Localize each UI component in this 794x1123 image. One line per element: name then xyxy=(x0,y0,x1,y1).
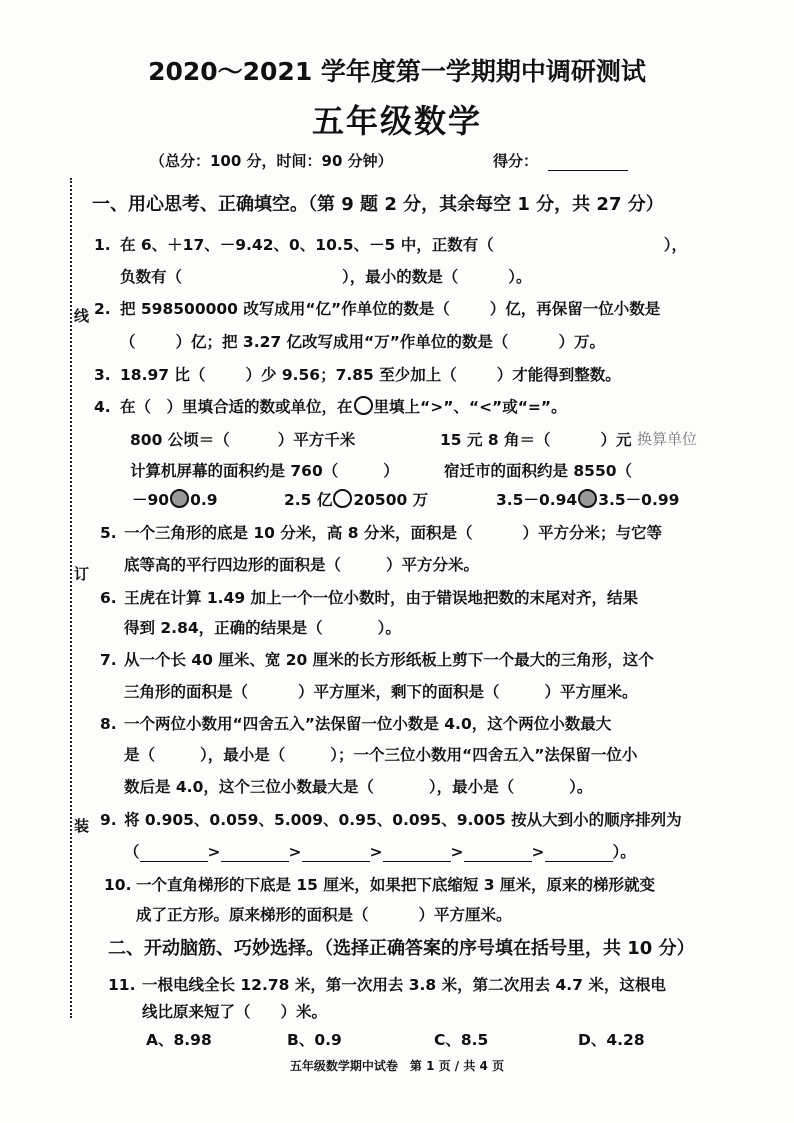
question-4-intro: 4. 在（ ）里填合适的数或单位，在 里填上“>”、“<”或“=”。 xyxy=(94,398,567,416)
exam-title: 2020～2021 学年度第一学期期中调研测试 xyxy=(148,57,646,86)
question-1-line2: 负数有（ ），最小的数是（ ）。 xyxy=(120,268,532,286)
question-10-line1: 10. 一个直角梯形的下底是 15 厘米，如果把下底缩短 3 厘米，原来的梯形就变 xyxy=(104,876,655,894)
question-number: 6. xyxy=(100,589,117,607)
question-4d: 宿迁市的面积约是 8550（ xyxy=(444,462,633,480)
question-7-line1: 7. 从一个长 40 厘米、宽 20 厘米的长方形纸板上剪下一个最大的三角形，这个 xyxy=(100,651,654,669)
order-blank[interactable] xyxy=(545,843,613,862)
question-number: 7. xyxy=(100,651,117,669)
question-10-line2: 成了正方形。原来梯形的面积是（ ）平方厘米。 xyxy=(136,906,512,924)
section1-heading: 一、用心思考、正确填空。（第 9 题 2 分，其余每空 1 分，共 27 分） xyxy=(92,194,664,215)
question-number: 1. xyxy=(94,236,111,254)
score-label: 得分： xyxy=(493,152,539,170)
question-number: 9. xyxy=(100,811,117,829)
question-4b: 15 元 8 角＝（ ）元 xyxy=(440,431,632,449)
exam-info: （总分：100 分，时间：90 分钟） xyxy=(150,152,393,170)
order-blank[interactable] xyxy=(383,843,451,862)
question-6-line2: 得到 2.84，正确的结果是（ ）。 xyxy=(124,619,401,637)
question-2-line1: 2. 把 598500000 改写成用“亿”作单位的数是（ ）亿，再保留一位小数是 xyxy=(94,300,661,318)
question-5-line2: 底等高的平行四边形的面积是（ ）平方分米。 xyxy=(124,556,480,574)
binding-line xyxy=(70,178,72,1018)
question-9-line1: 9. 将 0.905、0.059、5.009、0.95、0.095、9.005 按从大到小的顺序排列为 xyxy=(100,811,682,829)
compare-circle-icon xyxy=(354,396,373,415)
option-a[interactable]: A、8.98 xyxy=(146,1031,212,1049)
question-8-line1: 8. 一个两位小数用“四舍五入”法保留一位小数是 4.0，这个两位小数最大 xyxy=(100,715,612,733)
order-blank[interactable] xyxy=(464,843,532,862)
option-b[interactable]: B、0.9 xyxy=(287,1031,342,1049)
question-7-line2: 三角形的面积是（ ）平方厘米，剩下的面积是（ ）平方厘米。 xyxy=(124,683,638,701)
question-3: 3. 18.97 比（ ）少 9.56；7.85 至少加上（ ）才能得到整数。 xyxy=(94,366,621,384)
page-footer: 五年级数学期中试卷 第 1 页 / 共 4 页 xyxy=(289,1059,505,1073)
question-number: 3. xyxy=(94,366,111,384)
binding-char-xian: 线 xyxy=(74,307,90,325)
question-number: 8. xyxy=(100,715,117,733)
score-field xyxy=(493,150,628,171)
question-11-line1: 11. 一根电线全长 12.78 米，第一次用去 3.8 米，第二次用去 4.7 米，这根电 xyxy=(108,976,666,994)
binding-char-zhuang: 装 xyxy=(74,817,90,835)
question-11-line2: 线比原来短了（ ）米。 xyxy=(142,1003,328,1021)
question-9-line2: （ > > > > > ）。 xyxy=(124,843,636,861)
question-number: 11. xyxy=(108,976,136,994)
compare-circle-icon[interactable] xyxy=(578,489,597,508)
question-8-line3: 数后是 4.0，这个三位小数最大是（ ），最小是（ ）。 xyxy=(124,778,593,796)
question-number: 2. xyxy=(94,300,111,318)
question-number: 4. xyxy=(94,398,111,416)
question-number: 10. xyxy=(104,876,132,894)
option-d[interactable]: D、4.28 xyxy=(578,1031,645,1049)
compare-circle-icon[interactable] xyxy=(333,489,352,508)
question-4g: 3.5－0.94 3.5－0.99 xyxy=(496,491,680,509)
question-2-line2: （ ）亿；把 3.27 亿改写成用“万”作单位的数是（ ）万。 xyxy=(120,333,605,351)
section2-heading: 二、开动脑筋、巧妙选择。（选择正确答案的序号填在括号里，共 10 分） xyxy=(108,938,695,959)
order-blank[interactable] xyxy=(302,843,370,862)
question-4f: 2.5 亿 20500 万 xyxy=(284,491,429,509)
binding-char-ding: 订 xyxy=(74,565,90,583)
compare-circle-icon[interactable] xyxy=(170,489,189,508)
question-4e: －90 0.9 xyxy=(132,491,218,509)
question-6-line1: 6. 王虎在计算 1.49 加上一个一位小数时，由于错误地把数的末尾对齐，结果 xyxy=(100,589,639,607)
exam-subject: 五年级数学 xyxy=(311,102,482,140)
question-4c: 计算机屏幕的面积约是 760（ ） xyxy=(130,462,399,480)
question-number: 5. xyxy=(100,524,117,542)
margin-note: 换算单位 xyxy=(637,430,698,448)
order-blank[interactable] xyxy=(221,843,289,862)
question-4a: 800 公顷＝（ ）平方千米 xyxy=(130,431,356,449)
question-5-line1: 5. 一个三角形的底是 10 分米，高 8 分米，面积是（ ）平方分米；与它等 xyxy=(100,524,662,542)
question-8-line2: 是（ ），最小是（ ）；一个三位小数用“四舍五入”法保留一位小 xyxy=(124,746,638,764)
question-1-line1: 1. 在 6、＋17、－9.42、0、10.5、－5 中，正数有（ ）， xyxy=(94,236,687,254)
score-blank[interactable] xyxy=(548,152,628,171)
option-c[interactable]: C、8.5 xyxy=(434,1031,489,1049)
order-blank[interactable] xyxy=(140,843,208,862)
